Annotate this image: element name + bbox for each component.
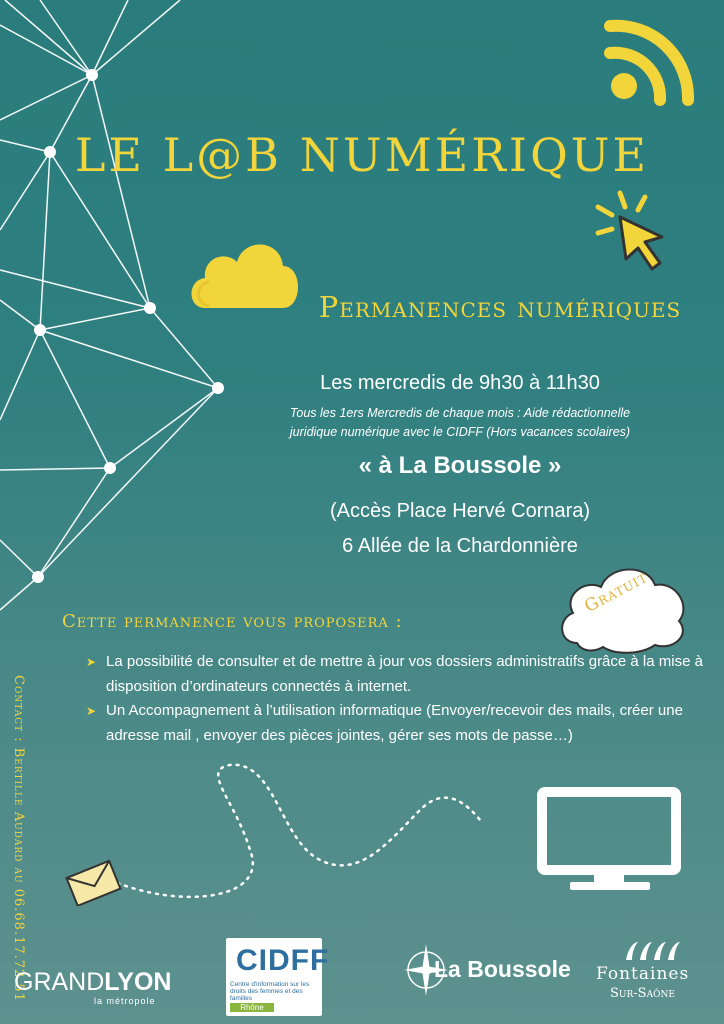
cidff-note-line-2: juridique numérique avec le CIDFF (Hors vacances scolaires) (289, 425, 631, 439)
cidff-logo-region: Rhône (230, 1003, 274, 1012)
venue-access: (Accès Place Hervé Cornara) (329, 500, 591, 522)
envelope-icon (64, 858, 124, 906)
cloud-icon (185, 228, 305, 318)
schedule-text: Les mercredis de 9h30 à 11h30 (320, 372, 600, 394)
fontaines-logo-icon (622, 938, 682, 964)
venue-name: « à La Boussole » (358, 452, 562, 479)
grandlyon-logo (14, 968, 171, 997)
wifi-icon (600, 8, 710, 108)
cursor-click-icon (590, 185, 680, 275)
section-heading: Cette permanence vous proposera : (62, 611, 403, 632)
cidff-logo: CIDFF (236, 944, 330, 977)
cidff-logo-subtitle: Centre d'information sur les droits des femmes et des familles (230, 981, 310, 1002)
contact-info: Contact : Bertille Audard au 06.68.17.72.51 (11, 675, 26, 1002)
cidff-note-line-1: Tous les 1ers Mercredis de chaque mois : Aide rédactionnelle (289, 406, 631, 420)
grandlyon-logo-part-1: GRAND (14, 968, 105, 996)
monitor-icon (536, 786, 686, 896)
arrow-bullet-icon: ➤ (86, 655, 97, 669)
grandlyon-logo-subtitle: la métropole (94, 996, 156, 1006)
list-item (86, 699, 706, 748)
grandlyon-logo-part-2: LYON (104, 968, 172, 996)
fontaines-logo-subtitle: Sur-Saône (610, 986, 675, 1001)
list-item (86, 650, 706, 699)
fontaines-logo-title: Fontaines (596, 964, 690, 984)
arrow-bullet-icon: ➤ (86, 704, 97, 718)
free-badge: Gratuit (581, 567, 652, 617)
page-subtitle: Permanences numériques (318, 290, 682, 324)
la-boussole-logo: La Boussole (434, 956, 571, 982)
venue-address: 6 Allée de la Chardonnière (342, 535, 578, 557)
badge-cloud-icon (555, 555, 695, 655)
cidff-note (240, 404, 680, 442)
list-item-text: Un Accompagnement à l’utilisation informatique (Envoyer/recevoir des mails, créer une adresse mail , envoyer des pièces jointes, gérer ses mots de passe…) (106, 702, 683, 744)
page-title: LE L@B NUMÉRIQUE (74, 128, 650, 182)
list-item-text: La possibilité de consulter et de mettre à jour vos dossiers administratifs grâce à la mise à disposition d’ordinateurs connectés à internet. (106, 653, 703, 695)
offer-list (86, 650, 706, 748)
